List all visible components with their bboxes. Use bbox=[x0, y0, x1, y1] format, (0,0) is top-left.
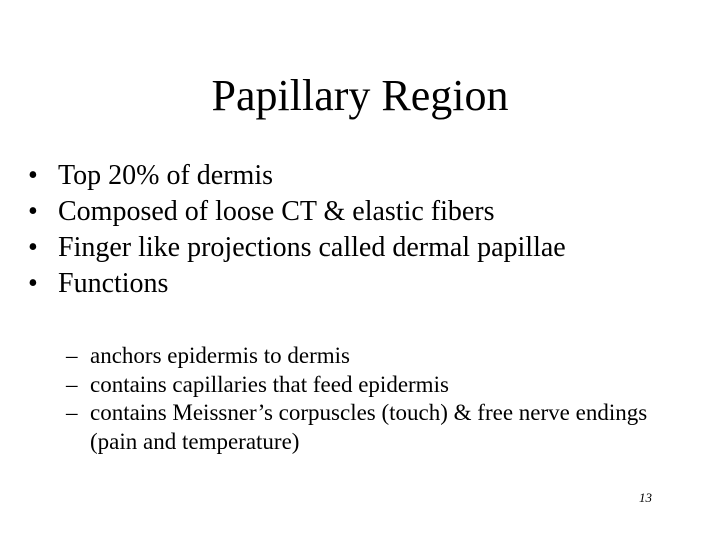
bullet-item bbox=[28, 266, 698, 302]
bullet-item bbox=[28, 194, 698, 230]
bullet-item bbox=[28, 230, 698, 266]
slide-title: Papillary Region bbox=[211, 71, 509, 120]
sub-bullet-item bbox=[66, 399, 686, 456]
bullet-text: Composed of loose CT & elastic fibers bbox=[58, 196, 495, 227]
bullet-text: Top 20% of dermis bbox=[58, 160, 274, 191]
dash-icon: – bbox=[66, 400, 78, 425]
bullet-icon: • bbox=[28, 232, 38, 263]
bullet-item bbox=[28, 158, 698, 194]
sub-bullet-list bbox=[66, 342, 686, 456]
sub-bullet-text: contains Meissner’s corpuscles (touch) & free nerve endings (pain and temperature) bbox=[90, 400, 648, 454]
bullet-text: Functions bbox=[58, 268, 169, 299]
sub-bullet-text: contains capillaries that feed epidermis bbox=[90, 371, 449, 397]
bullet-icon: • bbox=[28, 196, 38, 227]
bullet-text: Finger like projections called dermal papillae bbox=[58, 232, 566, 263]
sub-bullet-item bbox=[66, 371, 686, 400]
bullet-icon: • bbox=[28, 268, 38, 299]
slide-number: 13 bbox=[639, 490, 652, 505]
bullet-icon: • bbox=[28, 160, 38, 191]
bullet-list bbox=[28, 158, 698, 302]
sub-bullet-text: anchors epidermis to dermis bbox=[90, 343, 350, 368]
dash-icon: – bbox=[66, 371, 78, 397]
dash-icon: – bbox=[66, 343, 78, 368]
sub-bullet-item bbox=[66, 342, 686, 371]
